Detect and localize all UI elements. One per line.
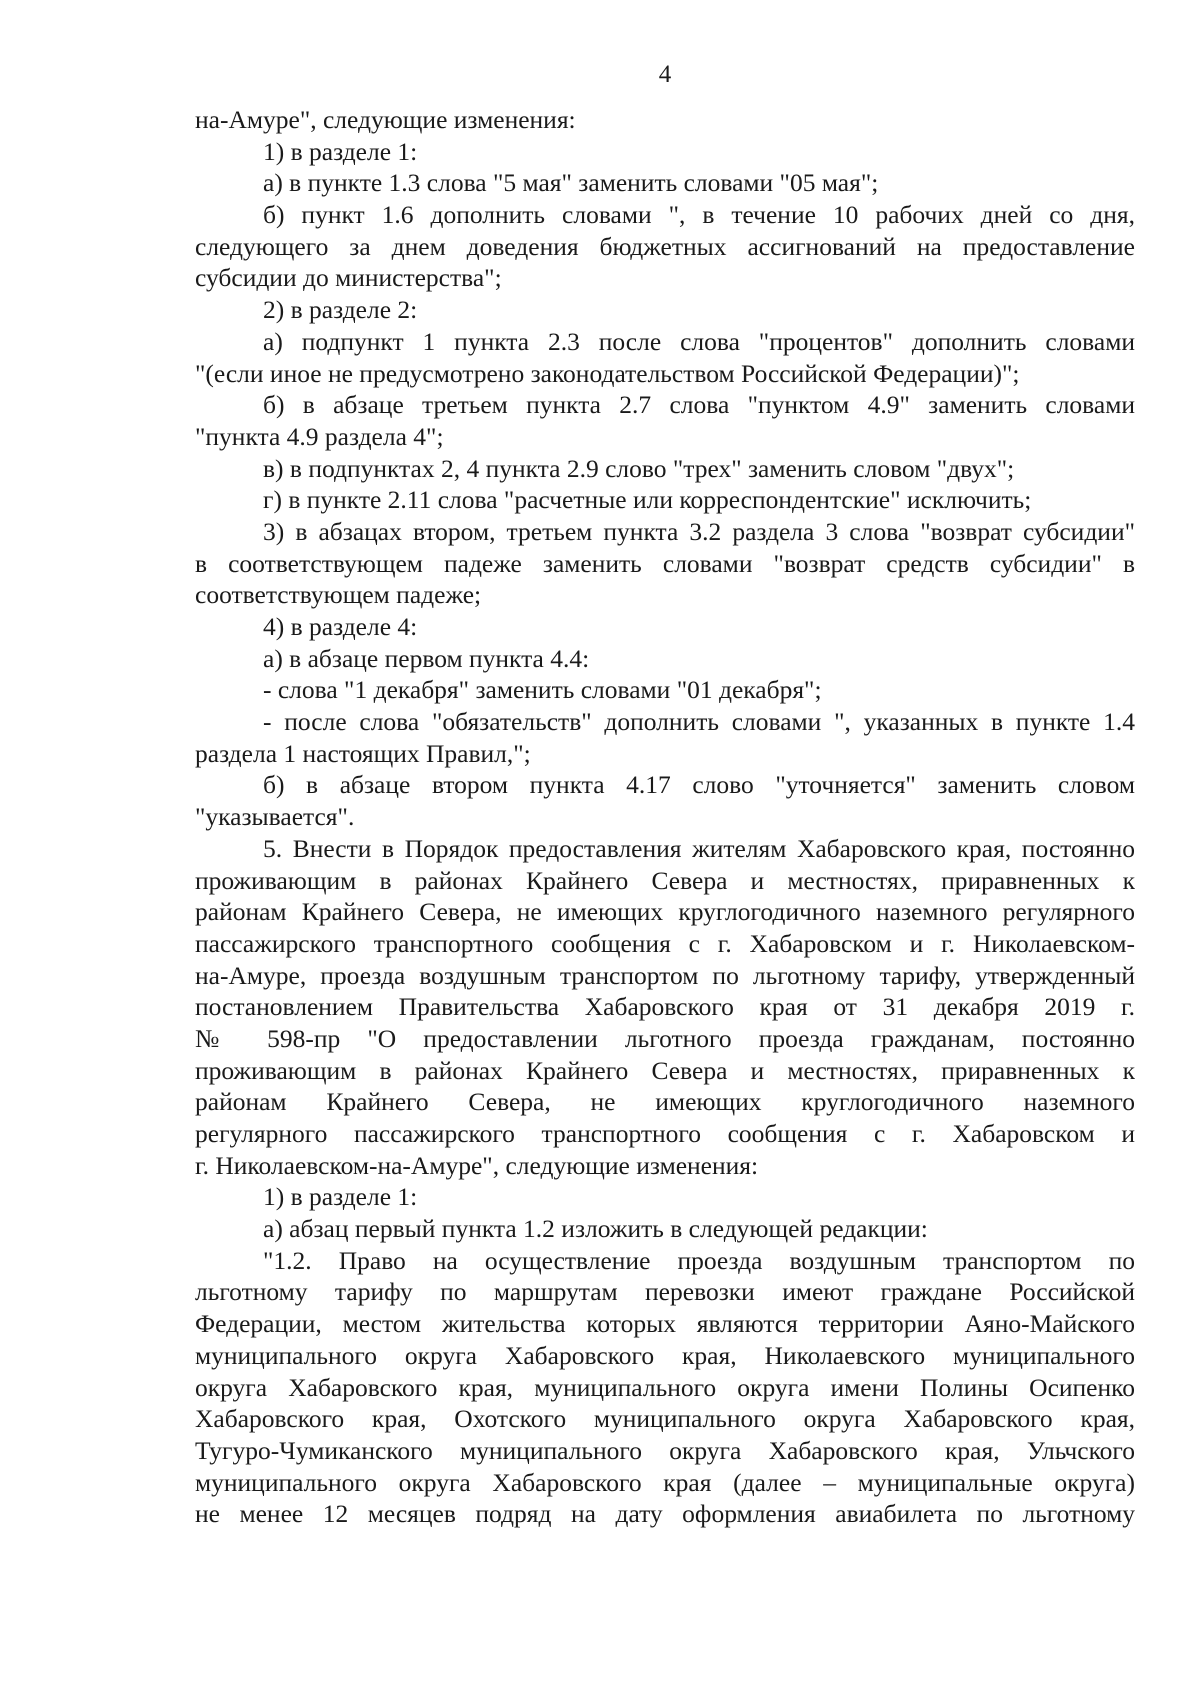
text-line: 1) в разделе 1: xyxy=(263,136,418,166)
text-line: № 598-пр "О предоставлении льготного проезда гражданам, постоянно xyxy=(195,1023,1135,1053)
text-line: б) в абзаце втором пункта 4.17 слово "уточняется" заменить словом xyxy=(263,770,1135,800)
text-line: районам Крайнего Севера, не имеющих круглогодичного наземного регулярного xyxy=(195,897,1135,927)
text-line: округа Хабаровского края, муниципального округа имени Полины Осипенко xyxy=(195,1372,1135,1402)
text-line: "указывается". xyxy=(195,802,355,832)
text-line: субсидии до министерства"; xyxy=(195,263,502,293)
text-line: 4) в разделе 4: xyxy=(263,612,418,641)
text-line: раздела 1 настоящих Правил,"; xyxy=(195,738,531,768)
page-number: 4 xyxy=(658,61,672,88)
text-line: постановлением Правительства Хабаровского края от 31 декабря 2019 г. xyxy=(195,992,1135,1022)
text-line: б) пункт 1.6 дополнить словами ", в течение 10 рабочих дней со дня, xyxy=(263,200,1135,230)
text-line: проживающим в районах Крайнего Севера и местностях, приравненных к xyxy=(195,865,1135,895)
text-line: 3) в абзацах втором, третьем пункта 3.2 раздела 3 слова "возврат субсидии" xyxy=(263,516,1135,546)
text-line: а) абзац первый пункта 1.2 изложить в следующей редакции: xyxy=(263,1214,928,1244)
text-line: регулярного пассажирского транспортного сообщения с г. Хабаровском и xyxy=(195,1119,1135,1148)
text-line: не менее 12 месяцев подряд на дату оформления авиабилета по льготному xyxy=(195,1499,1135,1529)
text-line: Тугуро-Чумиканского муниципального округа Хабаровского края, Ульчского xyxy=(195,1435,1135,1465)
text-line: Федерации, местом жительства которых являются территории Аяно-Майского xyxy=(195,1309,1135,1339)
text-line: муниципального округа Хабаровского края, Николаевского муниципального xyxy=(195,1340,1135,1370)
text-line: г) в пункте 2.11 слова "расчетные или корреспондентские" исключить; xyxy=(263,485,1032,515)
text-line: следующего за днем доведения бюджетных ассигнований на предоставление xyxy=(195,231,1135,261)
text-line: а) в абзаце первом пункта 4.4: xyxy=(263,643,590,673)
text-line: муниципального округа Хабаровского края (далее – муниципальные округа) xyxy=(195,1467,1135,1497)
text-line: - слова "1 декабря" заменить словами "01 декабря"; xyxy=(263,675,822,705)
text-line: на-Амуре, проезда воздушным транспортом по льготному тарифу, утвержденный xyxy=(195,960,1135,990)
text-line: 2) в разделе 2: xyxy=(263,295,418,325)
text-line: а) подпункт 1 пункта 2.3 после слова "процентов" дополнить словами xyxy=(263,326,1135,356)
text-line: льготному тарифу по маршрутам перевозки имеют граждане Российской xyxy=(195,1277,1135,1307)
document-body xyxy=(195,104,1135,1530)
text-line: на-Амуре", следующие изменения: xyxy=(195,105,576,134)
text-line: "(если иное не предусмотрено законодательством Российской Федерации)"; xyxy=(195,358,1020,388)
text-line: б) в абзаце третьем пункта 2.7 слова "пунктом 4.9" заменить словами xyxy=(263,390,1135,420)
text-line: пассажирского транспортного сообщения с г. Хабаровском и г. Николаевском- xyxy=(195,928,1135,958)
text-line: г. Николаевском-на-Амуре", следующие изменения: xyxy=(195,1150,759,1180)
text-line: проживающим в районах Крайнего Севера и местностях, приравненных к xyxy=(195,1055,1135,1085)
text-line: районам Крайнего Севера, не имеющих круглогодичного наземного xyxy=(195,1087,1135,1117)
text-line: в) в подпунктах 2, 4 пункта 2.9 слово "трех" заменить словом "двух"; xyxy=(263,453,1015,483)
text-line: - после слова "обязательств" дополнить словами ", указанных в пункте 1.4 xyxy=(263,707,1135,737)
text-line: Хабаровского края, Охотского муниципального округа Хабаровского края, xyxy=(195,1404,1135,1434)
text-line: "1.2. Право на осуществление проезда воздушным транспортом по xyxy=(263,1245,1135,1275)
text-line: в соответствующем падеже заменить словами "возврат средств субсидии" в xyxy=(195,548,1135,578)
text-line: соответствующем падеже; xyxy=(195,580,482,610)
text-line: 1) в разделе 1: xyxy=(263,1182,418,1212)
text-line: 5. Внести в Порядок предоставления жителям Хабаровского края, постоянно xyxy=(263,833,1135,863)
text-line: "пункта 4.9 раздела 4"; xyxy=(195,421,444,451)
text-line: а) в пункте 1.3 слова "5 мая" заменить словами "05 мая"; xyxy=(263,168,879,198)
